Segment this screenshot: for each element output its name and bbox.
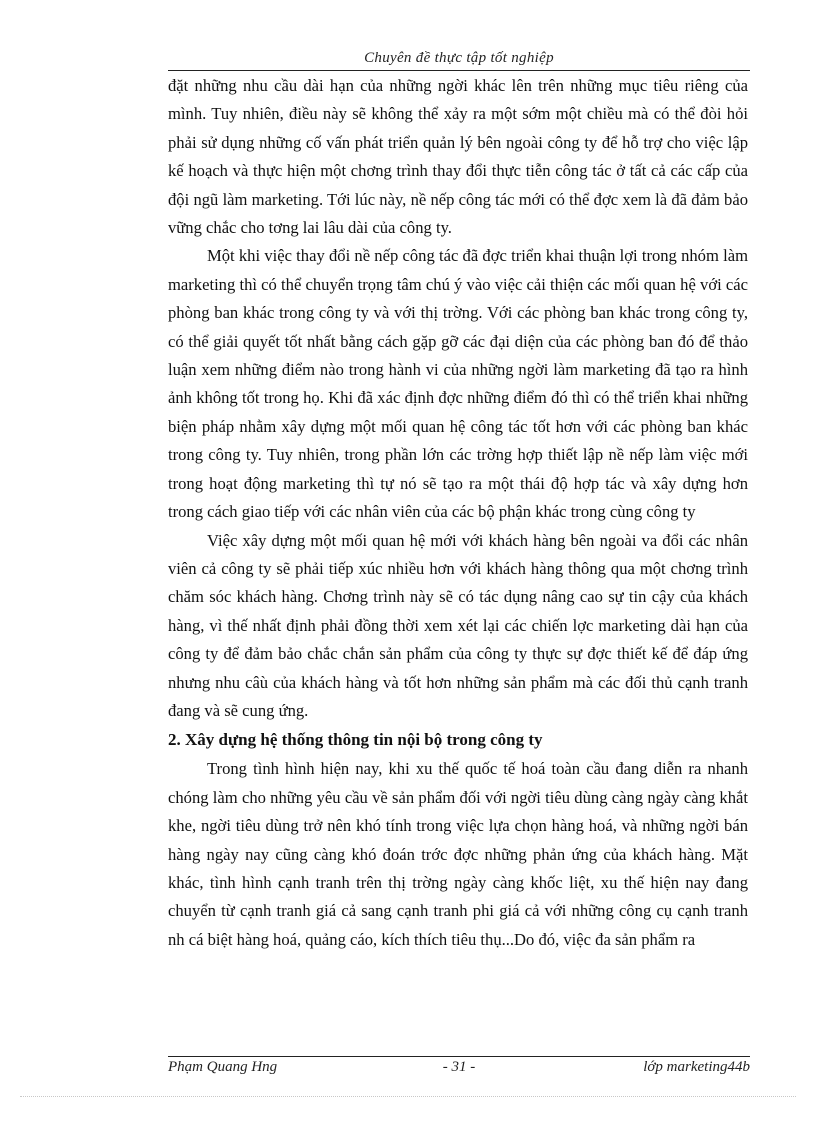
paragraph-marketing-relations: Một khi việc thay đổi nề nếp công tác đã đợc triển khai thuận lợi trong nhóm làm marketing thì có thể chuyển trọng tâm chú ý vào việc cải thiện các mối quan hệ với các phòng ban khác trong công ty và với thị trờng. Với các phòng ban khác trong công ty, có thể giải quyết tốt nhất bằng cách gặp gỡ các đại diện của các phòng ban đó để thảo luận xem những điểm nào trong hành vi của những ngời làm marketing đã tạo ra hình ảnh không tốt trong họ. Khi đã xác định đợc những điểm đó thì có thể triển khai những biện pháp nhằm xây dựng một mối quan hệ công tác tốt hơn với các phòng ban khác trong công ty. Tuy nhiên, trong phần lớn các trờng hợp thiết lập nề nếp làm việc mới trong hoạt động marketing thì tự nó sẽ tạo ra một thái độ hợp tác và xây dựng hơn trong cách giao tiếp với các nhân viên của các bộ phận khác trong cùng công ty bbox=[168, 246, 748, 522]
paragraph-continuation: đặt những nhu cầu dài hạn của những ngời khác lên trên những mục tiêu riêng của mình. Tuy nhiên, điều này sẽ không thể xảy ra một sớm một chiều mà có thể đòi hỏi phải sử dụng những cố vấn phát triển quản lý bên ngoài công ty để hỗ trợ cho việc lập kế hoạch và thực hiện một chơng trình thay đổi thực tiễn công tác ở tất cả các cấp của đội ngũ làm marketing. Tới lúc này, nề nếp công tác mới có thể đợc xem là đã đảm bảo vững chắc cho tơng lai lâu dài của công ty. bbox=[168, 76, 748, 238]
page-header-title: Chuyên đề thực tập tốt nghiệp bbox=[364, 50, 554, 66]
paragraph-internal-info: Trong tình hình hiện nay, khi xu thế quốc tế hoá toàn cầu đang diễn ra nhanh chóng làm cho những yêu cầu về sản phẩm đối với ngời tiêu dùng càng ngày càng khắt khe, ngời tiêu dùng trở nên khó tính trong việc lựa chọn hàng hoá, và những ngời bán hàng ngày nay cũng càng khó đoán trớc đợc những phản ứng của khách hàng. Mặt khác, tình hình cạnh tranh trên thị trờng ngày càng khốc liệt, xu thế hiện nay đang chuyển từ cạnh tranh giá cả sang cạnh tranh phi giá cả với những công cụ cạnh tranh nh cá biệt hàng hoá, quảng cáo, kích thích tiêu thụ...Do đó, việc đa sản phẩm ra bbox=[168, 759, 748, 949]
footer-divider bbox=[168, 1056, 750, 1057]
footer-page-number: - 31 - bbox=[442, 1059, 476, 1075]
header-divider bbox=[168, 70, 750, 71]
paragraph-customer-relations: Việc xây dựng một mối quan hệ mới với khách hàng bên ngoài va đổi các nhân viên cả công ty sẽ phải tiếp xúc nhiều hơn với khách hàng thông qua một chơng trình chăm sóc khách hàng. Chơng trình này sẽ có tác dụng nâng cao sự tin cậy của khách hàng, vì thế nhất định phải đồng thời xem xét lại các chiến lợc marketing dài hạn của công ty để đảm bảo chắc chắn sản phẩm của công ty thực sự đợc thiết kế để đáp ứng nhưng nhu câù của khách hàng và tốt hơn những sản phẩm mà các đối thủ cạnh tranh đang và sẽ cung ứng. bbox=[168, 530, 748, 720]
section-heading: 2. Xây dựng hệ thống thông tin nội bộ trong công ty bbox=[168, 730, 543, 750]
footer-author: Phạm Quang Hng bbox=[168, 1059, 278, 1075]
page-bottom-border bbox=[20, 1096, 796, 1097]
document-body bbox=[168, 72, 748, 954]
footer-class: lớp marketing44b bbox=[643, 1059, 750, 1075]
